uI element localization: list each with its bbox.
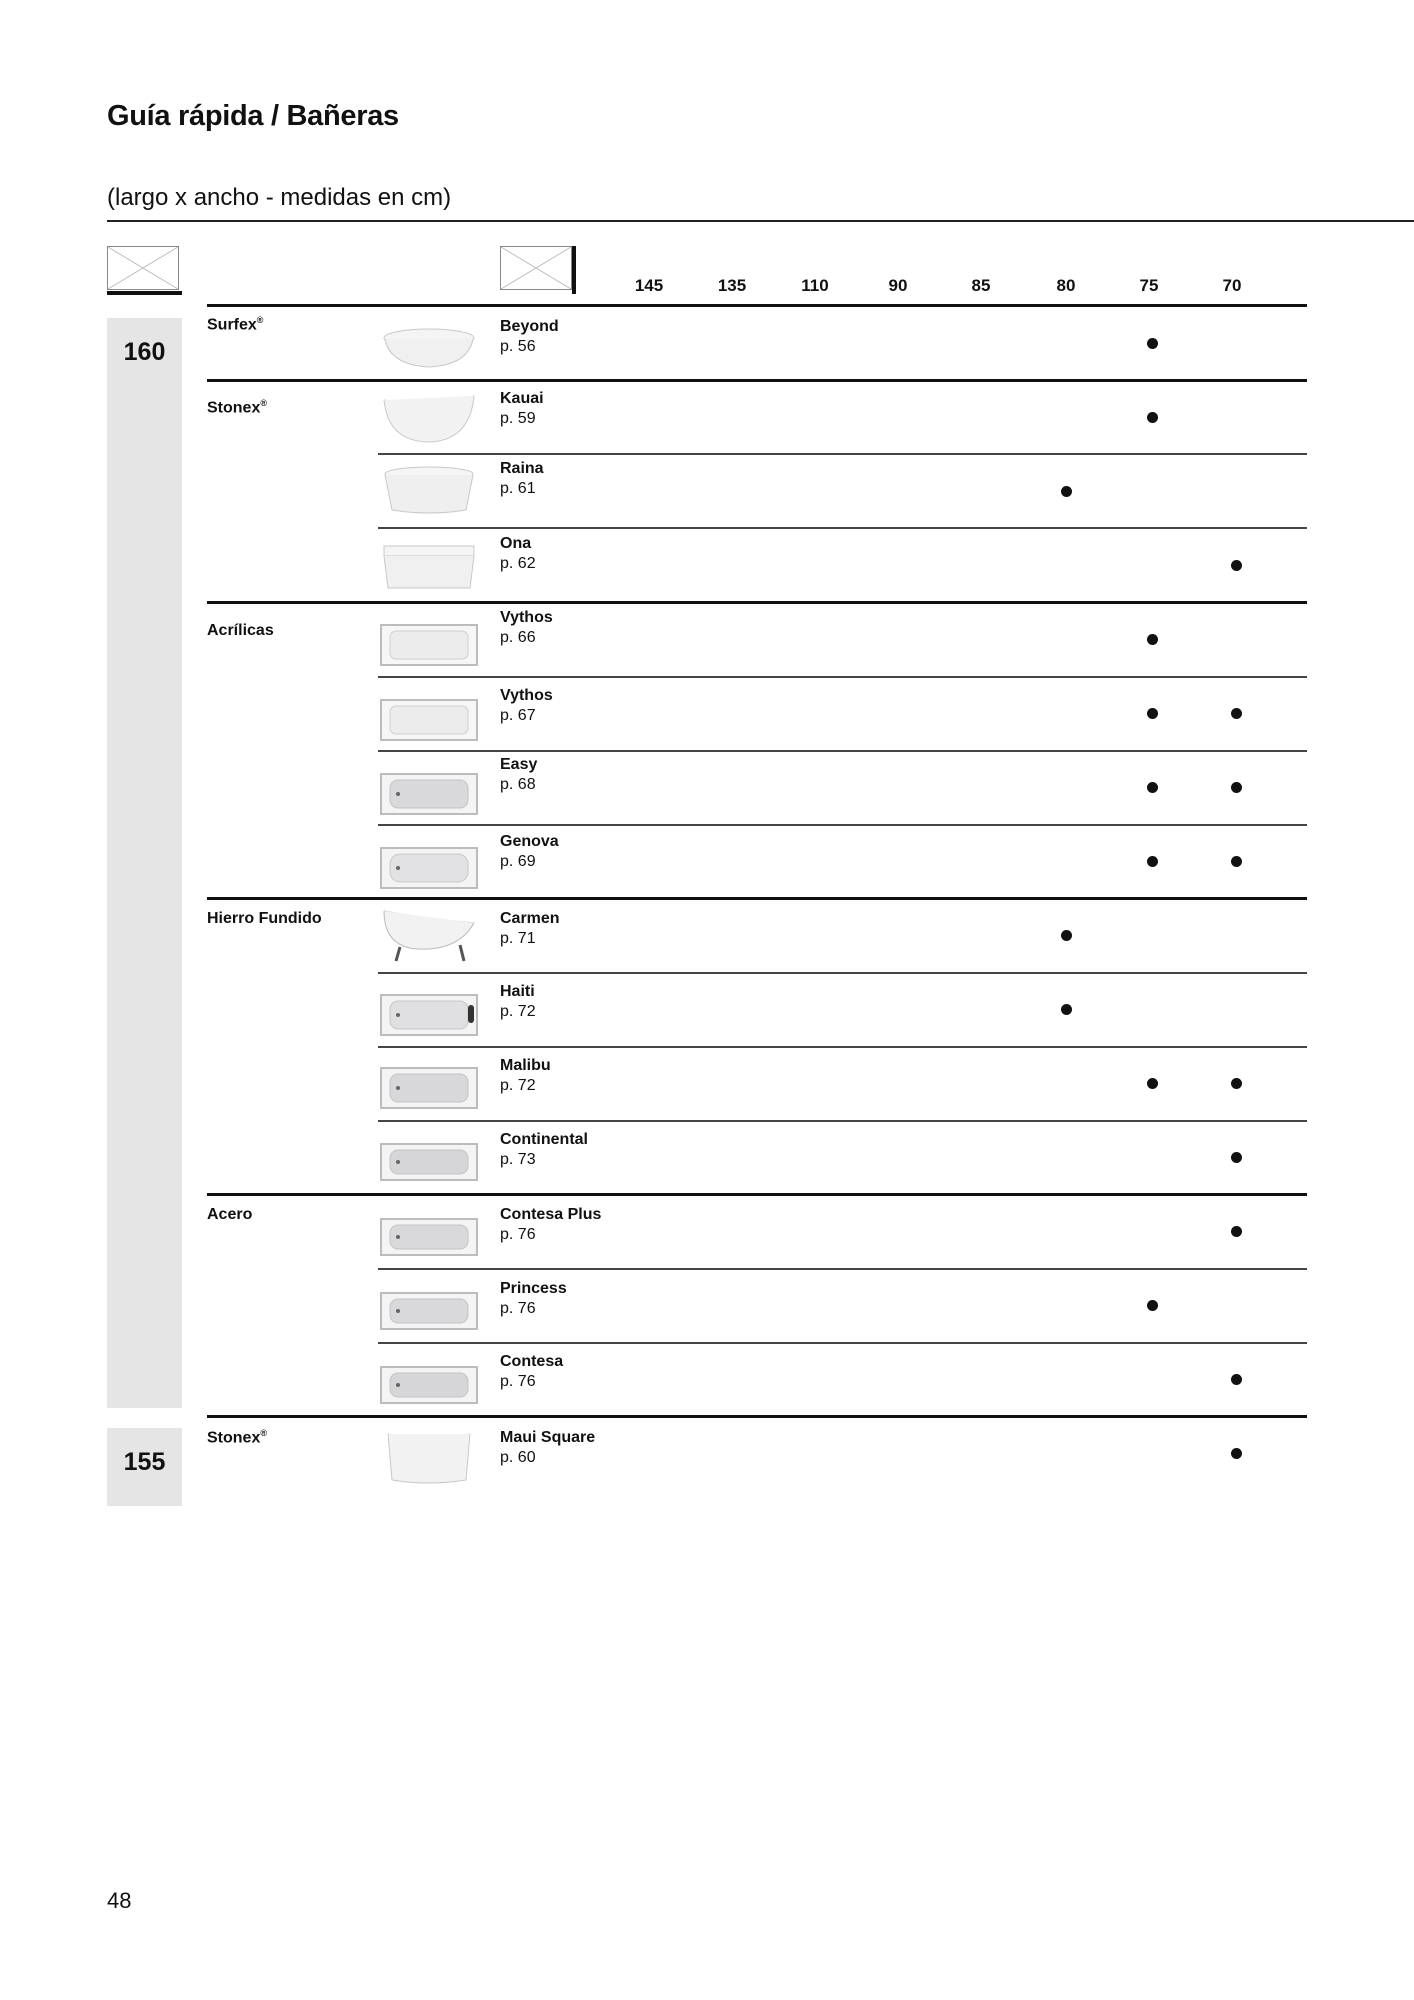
availability-dot bbox=[1147, 856, 1158, 867]
availability-dot bbox=[1231, 1226, 1242, 1237]
row-divider bbox=[378, 1268, 1307, 1270]
product-vythos-67: Vythos p. 67 bbox=[500, 687, 553, 724]
page-number: 48 bbox=[107, 1888, 132, 1913]
bathtub-carmen-image bbox=[378, 905, 480, 965]
bathtub-easy-image bbox=[378, 764, 480, 824]
length-dimension-underline bbox=[107, 291, 182, 295]
category-divider bbox=[207, 379, 1307, 382]
row-divider bbox=[378, 1342, 1307, 1344]
availability-dot bbox=[1147, 1078, 1158, 1089]
availability-dot bbox=[1147, 1300, 1158, 1311]
product-raina: Raina p. 61 bbox=[500, 460, 544, 497]
availability-dot bbox=[1147, 782, 1158, 793]
category-acero: Acero bbox=[207, 1206, 253, 1223]
length-label: 160 bbox=[123, 338, 166, 366]
product-continental: Continental p. 73 bbox=[500, 1131, 588, 1168]
availability-dot bbox=[1147, 412, 1158, 423]
bathtub-vythos-67-image bbox=[378, 690, 480, 750]
bathtub-contesa-image bbox=[378, 1355, 480, 1415]
product-haiti: Haiti p. 72 bbox=[500, 983, 536, 1020]
width-dimension-marker bbox=[572, 246, 576, 294]
product-kauai: Kauai p. 59 bbox=[500, 390, 544, 427]
bathtub-continental-image bbox=[378, 1132, 480, 1192]
availability-dot bbox=[1231, 1374, 1242, 1385]
bathtub-vythos-66-image bbox=[378, 615, 480, 675]
product-genova: Genova p. 69 bbox=[500, 833, 559, 870]
product-contesa-plus: Contesa Plus p. 76 bbox=[500, 1206, 602, 1243]
top-divider bbox=[107, 220, 1414, 222]
column-header-145: 145 bbox=[634, 276, 664, 295]
row-divider bbox=[378, 972, 1307, 974]
bathtub-kauai-image bbox=[378, 388, 480, 448]
column-header-85: 85 bbox=[971, 276, 991, 295]
availability-dot bbox=[1231, 708, 1242, 719]
column-header-90: 90 bbox=[888, 276, 908, 295]
bathtub-contesa-plus-image bbox=[378, 1207, 480, 1267]
category-acrilicas: Acrílicas bbox=[207, 622, 274, 639]
category-hierro-fundido: Hierro Fundido bbox=[207, 910, 322, 927]
bathtub-haiti-image bbox=[378, 985, 480, 1045]
column-header-80: 80 bbox=[1056, 276, 1076, 295]
availability-dot bbox=[1231, 1448, 1242, 1459]
column-header-70: 70 bbox=[1222, 276, 1242, 295]
product-maui-square: Maui Square p. 60 bbox=[500, 1429, 596, 1466]
product-princess: Princess p. 76 bbox=[500, 1280, 567, 1317]
product-contesa: Contesa p. 76 bbox=[500, 1353, 564, 1390]
bathtub-raina-image bbox=[378, 460, 480, 520]
bathtub-princess-image bbox=[378, 1281, 480, 1341]
row-divider bbox=[378, 453, 1307, 455]
row-divider bbox=[378, 527, 1307, 529]
product-beyond: Beyond p. 56 bbox=[500, 318, 559, 355]
bathtub-malibu-image bbox=[378, 1058, 480, 1118]
availability-dot bbox=[1147, 338, 1158, 349]
availability-dot bbox=[1147, 634, 1158, 645]
row-divider bbox=[378, 824, 1307, 826]
category-stonex-155: Stonex® bbox=[207, 1428, 267, 1447]
availability-dot bbox=[1231, 782, 1242, 793]
bathtub-beyond-image bbox=[378, 313, 480, 373]
bathtub-genova-image bbox=[378, 838, 480, 898]
availability-dot bbox=[1061, 1004, 1072, 1015]
length-group-155 bbox=[107, 1428, 182, 1506]
availability-dot bbox=[1061, 930, 1072, 941]
category-divider bbox=[207, 897, 1307, 900]
availability-dot bbox=[1061, 486, 1072, 497]
row-divider bbox=[378, 1046, 1307, 1048]
page-title: Guía rápida / Bañeras bbox=[107, 100, 399, 132]
category-divider bbox=[207, 1193, 1307, 1196]
availability-dot bbox=[1147, 708, 1158, 719]
product-carmen: Carmen p. 71 bbox=[500, 910, 560, 947]
bathtub-ona-image bbox=[378, 536, 480, 596]
product-vythos-66: Vythos p. 66 bbox=[500, 609, 553, 646]
row-divider bbox=[378, 750, 1307, 752]
category-divider bbox=[207, 601, 1307, 604]
column-header-110: 110 bbox=[801, 276, 829, 295]
row-divider bbox=[378, 676, 1307, 678]
width-dimension-icon bbox=[500, 246, 572, 290]
category-surfex: Surfex® bbox=[207, 315, 264, 334]
availability-dot bbox=[1231, 1078, 1242, 1089]
product-malibu: Malibu p. 72 bbox=[500, 1057, 551, 1094]
bathtub-maui-square-image bbox=[378, 1428, 480, 1488]
availability-dot bbox=[1231, 856, 1242, 867]
product-ona: Ona p. 62 bbox=[500, 535, 536, 572]
length-dimension-icon bbox=[107, 246, 179, 290]
row-divider bbox=[378, 1120, 1307, 1122]
length-label: 155 bbox=[123, 1448, 166, 1476]
availability-dot bbox=[1231, 1152, 1242, 1163]
column-header-75: 75 bbox=[1139, 276, 1159, 295]
page-subtitle: (largo x ancho - medidas en cm) bbox=[107, 184, 452, 211]
length-group-160 bbox=[107, 318, 182, 1408]
availability-dot bbox=[1231, 560, 1242, 571]
header-divider bbox=[207, 304, 1307, 307]
category-divider bbox=[207, 1415, 1307, 1418]
column-header-135: 135 bbox=[717, 276, 747, 295]
category-stonex: Stonex® bbox=[207, 398, 267, 417]
product-easy: Easy p. 68 bbox=[500, 756, 538, 793]
